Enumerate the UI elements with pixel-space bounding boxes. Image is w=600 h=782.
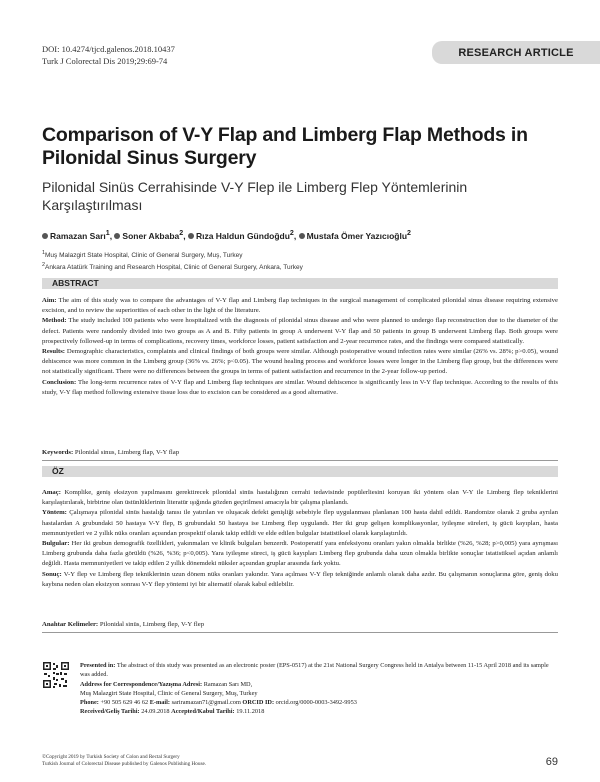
article-type-badge bbox=[432, 41, 600, 64]
divider bbox=[42, 632, 558, 633]
orcid-icon bbox=[188, 233, 194, 239]
author-list bbox=[42, 229, 411, 241]
article-subtitle: Pilonidal Sinüs Cerrahisinde V-Y Flep ile Limberg Flep Yöntemlerinin Karşılaştırılması bbox=[42, 179, 468, 213]
copyright-notice: ©Copyright 2019 by Turkish Society of Colon and Rectal Surgery Turkish Journal of Colorectal Disease published by Galenos Publishing House. bbox=[42, 754, 207, 767]
abstract-heading-bar bbox=[42, 278, 558, 289]
author-2: Soner Akbaba$^2$, bbox=[114, 231, 188, 241]
article-title: Comparison of V-Y Flap and Limberg Flap Methods in Pilonidal Sinus Surgery bbox=[42, 124, 528, 169]
page-number: 69 bbox=[545, 756, 558, 768]
author-4: Mustafa Ömer Yazıcıoğlu$^2$ bbox=[299, 231, 411, 241]
journal-citation: Turk J Colorectal Dis 2019;29:69-74 bbox=[42, 55, 168, 66]
oz-heading-bar bbox=[42, 466, 558, 477]
correspondence-address: Address for Correspondence/Yazışma Adresi: Ramazan Sarı MD, bbox=[80, 680, 253, 688]
author-3: Rıza Haldun Gündoğdu$^2$, bbox=[188, 231, 299, 241]
contact-line: Phone: +90 505 629 46 62 E-mail: sariramazan71@gmail.com ORCID ID: orcid.org/0000-0003-3492-9953 bbox=[80, 699, 357, 707]
dates-line: Received/Geliş Tarihi: 24.09.2018 Accepted/Kabul Tarihi: 19.11.2018 bbox=[80, 708, 265, 716]
qr-code-icon bbox=[42, 661, 70, 689]
oz-heading: ÖZ bbox=[52, 466, 64, 476]
abstract-body bbox=[42, 296, 558, 398]
doi-text: DOI: 10.4274/tjcd.galenos.2018.10437 bbox=[42, 44, 175, 54]
oz-body bbox=[42, 488, 558, 590]
affiliation-2: $^2$Ankara Atatürk Training and Research Hospital, Clinic of General Surgery, Ankara, Turkey bbox=[42, 262, 303, 272]
article-type-label: RESEARCH ARTICLE bbox=[458, 46, 574, 59]
abstract-results: Results: Demographic characteristics, complaints and clinical findings of both groups were similar. Although postoperative wound infection rates were similar (26% vs. 28%; p>0.05), wound dehiscence was more common in the Limberg group (36% vs. 26%; p<0.05). The wound healing process and workforce losses were longer in the Limberg flap group, but the differences were not statistically significant. There were no differences between the groups in terms of patient satisfaction and recurrence in the 2-year follow-up period. bbox=[42, 348, 558, 376]
affiliation-1: $^1$Muş Malazgirt State Hospital, Clinic of General Surgery, Muş, Turkey bbox=[42, 250, 243, 260]
article-meta bbox=[42, 44, 175, 67]
abstract-heading: ABSTRACT bbox=[52, 278, 99, 288]
oz-sonuc: Sonuç: V-Y flep ve Limberg flep tekniklerinin uzun dönem nüks oranları yakındır. Yara açılması V-Y flep tekniğinde anlamlı olarak daha azdır. Bu çalışmanın sonuçlarına göre, geniş doku kaybına neden olan eksizyon sonrası V-Y flep yöntemi iyi bir alternatif olarak kabul edilebilir. bbox=[42, 570, 558, 588]
abstract-method: Method: The study included 100 patients who were hospitalized with the diagnosis of pilonidal sinus disease and who were planned to undergo flap reconstruction due to the diameter of the defect. Patients were randomly divided into two groups as A and B. Fifty patients in group A underwent V-Y flap and 50 patients in group B underwent Limberg flap. Both groups were prospectively followed-up in terms of complications, recovery times, workforce losses, patient satisfaction and 2-year recurrence rates, and the findings were compared statistically. bbox=[42, 317, 558, 345]
oz-amac: Amaç: Komplike, geniş eksizyon yapılmasını gerektirecek pilonidal sinüs hastalığının cerrahi tedavisinde popülerliesini koruyan iki yöntem olan V-Y ile Limberg flep tekniklerini karşılaştırılarak, birbirine olan üstünlüklerinin literatür ışığında gözden geçirilmesi amacıyla bir çalışma planlandı. bbox=[42, 489, 558, 507]
oz-bulgular: Bulgular: Her iki grubun demografik özellikleri, yakınmaları ve klinik bulguları benzerdi. Postoperatif yara enfeksiyonu oranları yakın olmakla birlikte (%26, %28; p>0,005) yara ayrışması Limberg grubunda daha fazla görüldü (%26, %36; p<0,005). Yara iyileşme süreci, iş gücü kayıpları Limberg flep grubunda daha uzun olmakla birlikte sonuçlar istatistiksel açıdan anlamlı değildi. Hasta memnuniyetleri ve takip edilen 2 yıllık dönemdeki nüksler açısından gruplar arasında fark yoktu. bbox=[42, 540, 558, 568]
orcid-icon bbox=[114, 233, 120, 239]
abstract-conclusion: Conclusion: The long-term recurrence rates of V-Y flap and Limberg flap techniques are similar. Wound dehiscence is significantly less in V-Y flap technique. According to the results of this study, V-Y flap method following extensive tissue loss due to excision can be considered as a good alternative. bbox=[42, 378, 558, 396]
correspondence-institution: Muş Malazgirt State Hospital, Clinic of General Surgery, Muş, Turkey bbox=[80, 689, 258, 697]
article-footnotes bbox=[80, 661, 558, 717]
presented-note: Presented in: The abstract of this study was presented as an electronic poster (EPS-0517) at the 21st National Surgery Congress held in Antalya between 11-15 April 2018 and its sample was added. bbox=[80, 662, 549, 679]
author-1: Ramazan Sarı$^1$, bbox=[42, 231, 114, 241]
abstract-keywords: Keywords: Pilonidal sinus, Limberg flap, V-Y flap bbox=[42, 449, 180, 456]
divider bbox=[42, 460, 558, 461]
oz-yontem: Yöntem: Çalışmaya pilonidal sinüs hastalığı tanısı ile yatırılan ve oluşacak defekt genişliği sebebiyle flep uygulanması planlanan 100 hasta dahil edildi. Randomize olarak 2 gruba ayrılan hastalardan A grubundaki 50 hastaya V-Y flep, B grubundaki 50 hastaya ise Limberg flep uygulandı. Her iki grup gelişen komplikasyonlar, iyileşme süreleri, iş gücü kayıpları, hasta memnuniyetleri ve 2 yıllık nüks oranları açısından prospektif olarak takip edildi ve elde edilen bulgular istatistiksel olarak karşılaştırıldı. bbox=[42, 509, 558, 537]
orcid-icon bbox=[42, 233, 48, 239]
orcid-icon bbox=[299, 233, 305, 239]
abstract-aim: Aim: The aim of this study was to compare the advantages of V-Y flap and Limberg flap techniques in the surgical management of complicated pilonidal sinus disease requiring extensive excision, and to review the superiorities of each other in the light of the literature. bbox=[42, 297, 558, 315]
oz-keywords: Anahtar Kelimeler: Pilonidal sinüs, Limberg flep, V-Y flep bbox=[42, 621, 205, 628]
